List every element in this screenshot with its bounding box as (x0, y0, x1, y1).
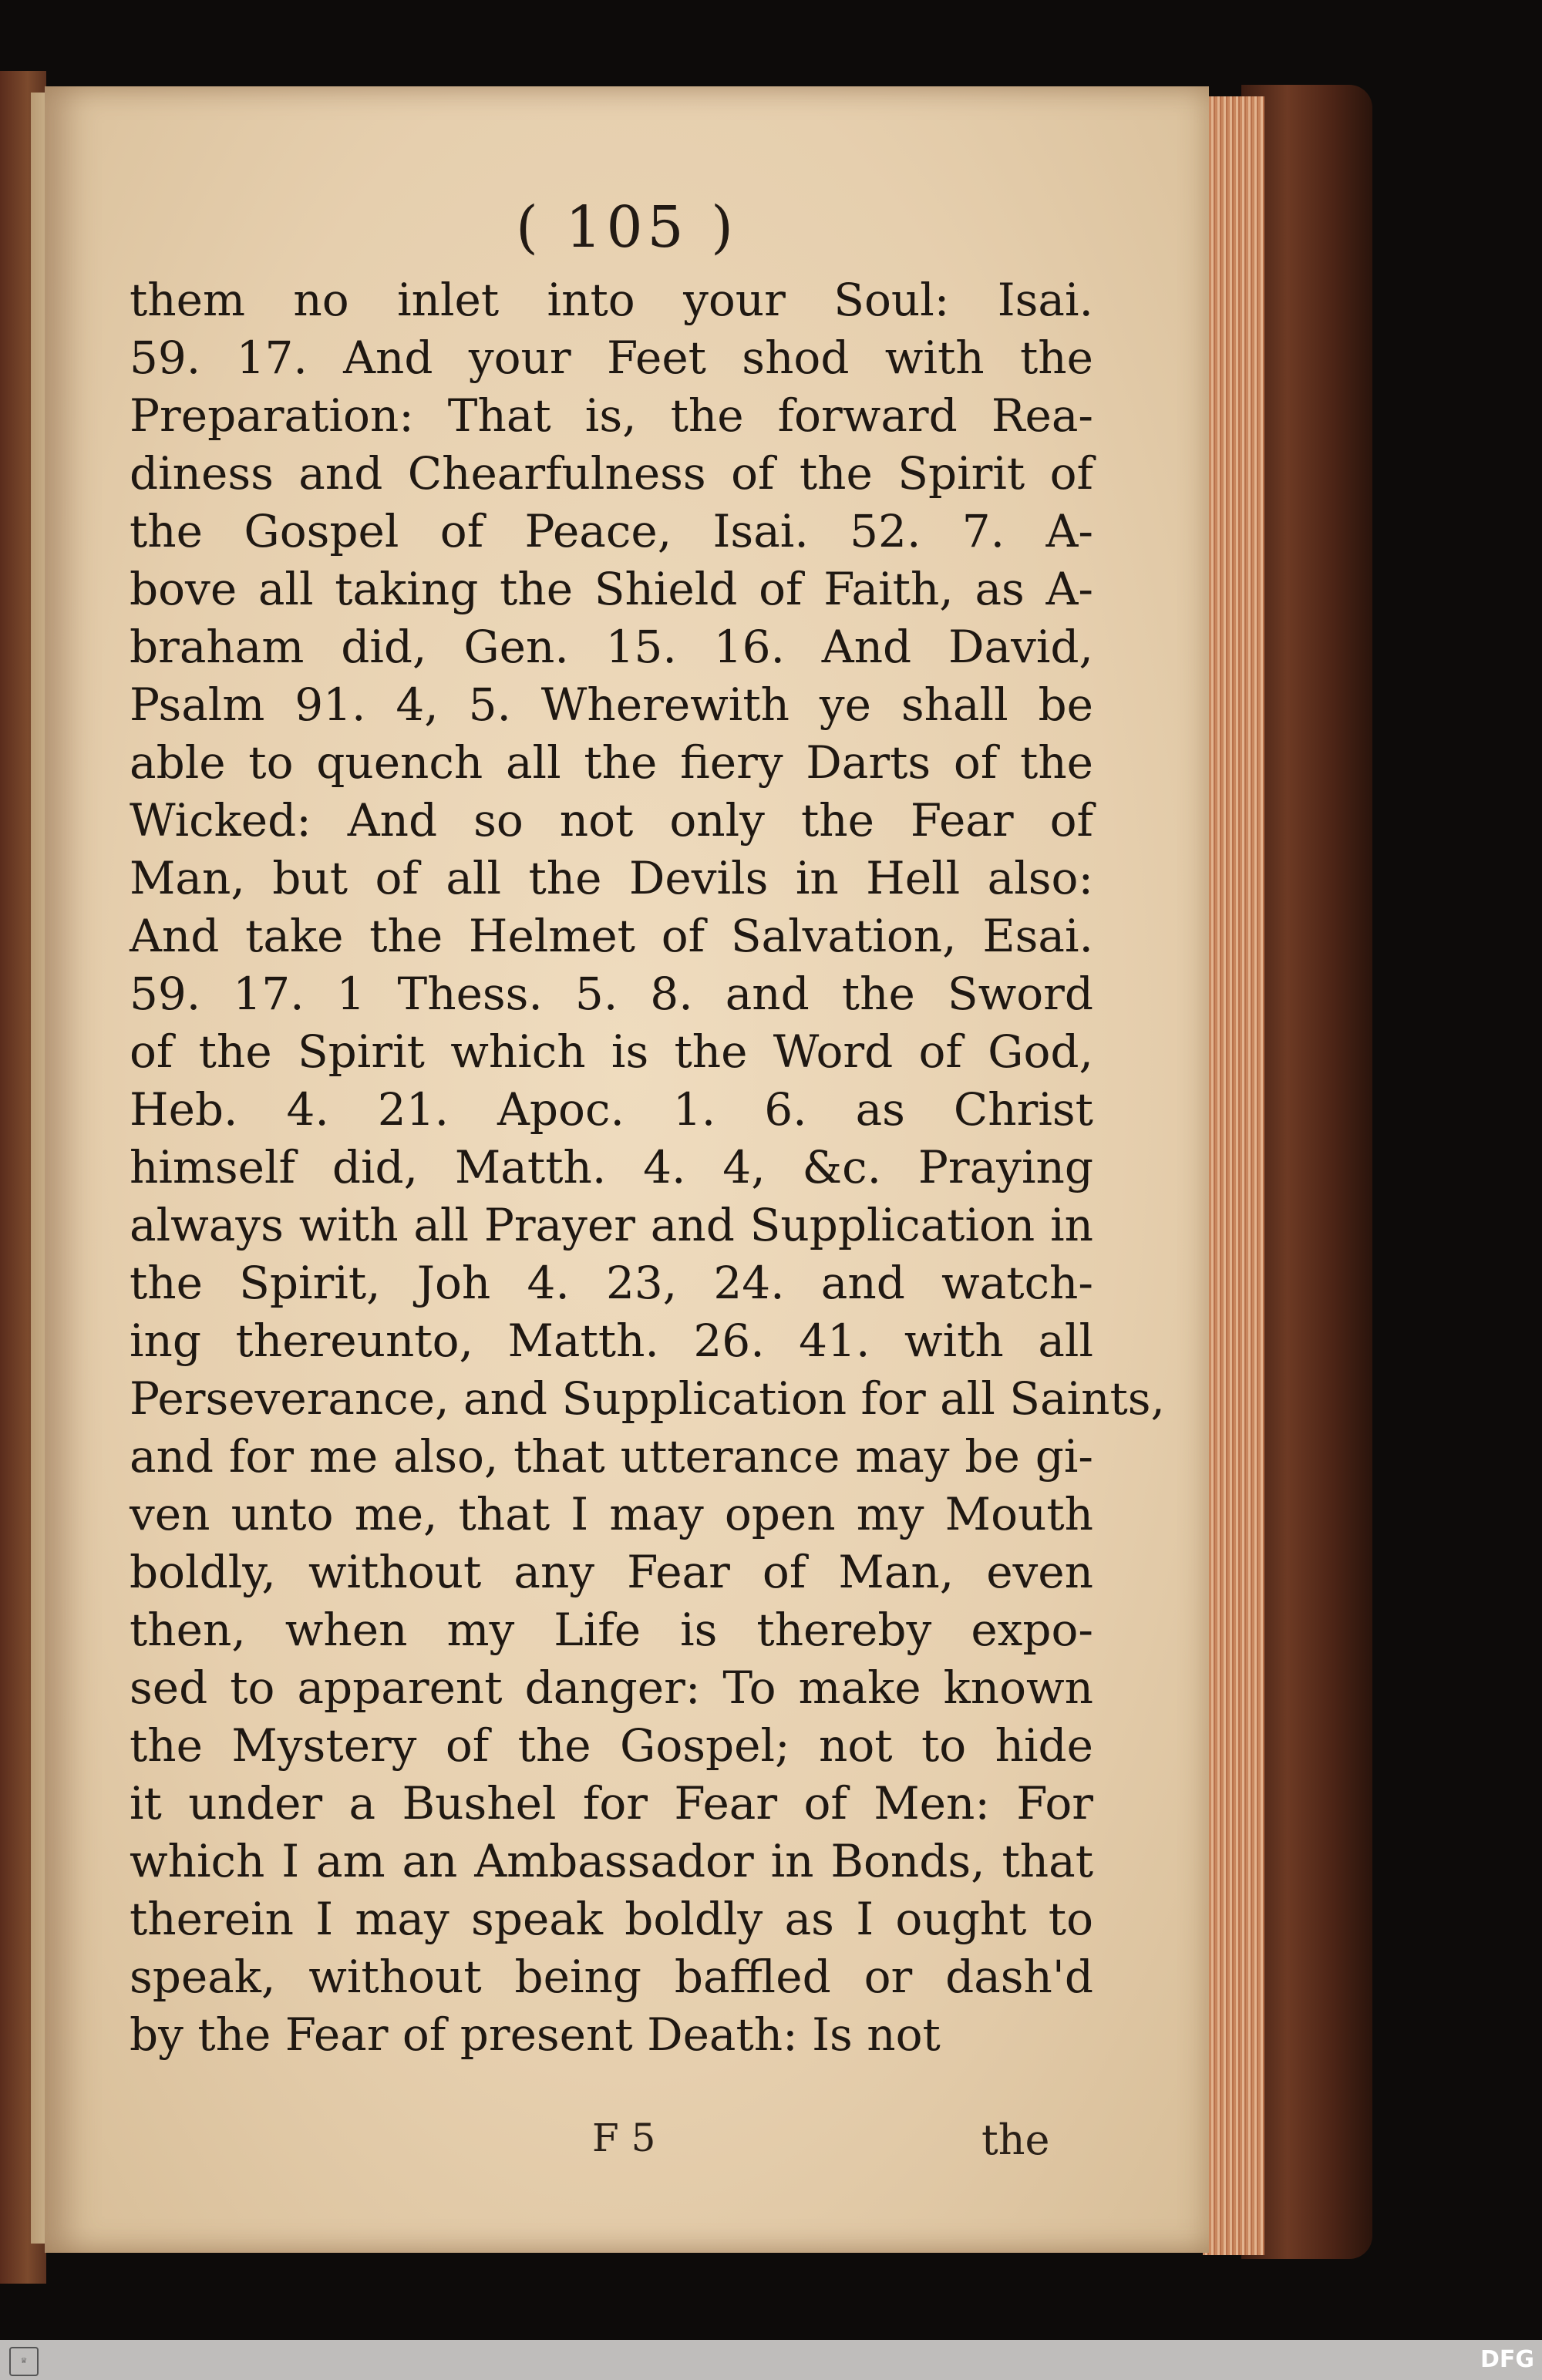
text-line: the Gospel of Peace, Isai. 52. 7. A- (130, 505, 1093, 557)
text-line: it under a Bushel for Fear of Men: For (130, 1777, 1093, 1830)
text-block (130, 271, 1165, 2064)
text-line: Wicked: And so not only the Fear of (130, 794, 1093, 847)
text-line: the Spirit, Joh 4. 23, 24. and watch- (130, 1257, 1093, 1309)
page-edges (1203, 96, 1264, 2255)
text-line: therein I may speak boldly as I ought to (130, 1893, 1093, 1945)
text-line: and for me also, that utterance may be gi- (130, 1430, 1093, 1483)
page-number: ( 105 ) (515, 194, 739, 261)
dfg-logo: DFG (1480, 2346, 1534, 2373)
text-line: sed to apparent danger: To make known (130, 1661, 1093, 1714)
text-line: boldly, without any Fear of Man, even (130, 1546, 1093, 1598)
text-line: them no inlet into your Soul: Isai. (130, 274, 1093, 326)
book-page (45, 86, 1209, 2253)
text-line: 59. 17. And your Feet shod with the (130, 332, 1093, 384)
text-line: the Mystery of the Gospel; not to hide (130, 1719, 1093, 1772)
text-line: bove all taking the Shield of Faith, as A- (130, 563, 1093, 615)
text-line: speak, without being baffled or dash'd (130, 1951, 1093, 2003)
text-line: ven unto me, that I may open my Mouth (130, 1488, 1093, 1540)
text-line: Man, but of all the Devils in Hell also: (130, 852, 1093, 904)
catchword: the (981, 2116, 1050, 2164)
text-line: And take the Helmet of Salvation, Esai. (130, 910, 1093, 962)
library-logo-icon: ♕ (9, 2347, 39, 2376)
text-line: diness and Chearfulness of the Spirit of (130, 447, 1093, 500)
text-line: Heb. 4. 21. Apoc. 1. 6. as Christ (130, 1083, 1093, 1136)
text-line: ing thereunto, Matth. 26. 41. with all (130, 1315, 1093, 1367)
text-line: by the Fear of present Death: Is not (130, 2008, 941, 2061)
text-line: which I am an Ambassador in Bonds, that (130, 1835, 1093, 1887)
text-line: able to quench all the fiery Darts of the (130, 736, 1093, 789)
signature-mark: F 5 (592, 2116, 656, 2160)
viewer-footer (0, 2340, 1542, 2380)
text-line: Preparation: That is, the forward Rea- (130, 389, 1093, 442)
text-line: himself did, Matth. 4. 4, &c. Praying (130, 1141, 1093, 1193)
text-line: then, when my Life is thereby expo- (130, 1604, 1093, 1656)
text-line: Perseverance, and Supplication for all Saints, (130, 1372, 1165, 1425)
text-line: 59. 17. 1 Thess. 5. 8. and the Sword (130, 968, 1093, 1020)
text-line: braham did, Gen. 15. 16. And David, (130, 621, 1093, 673)
text-line: of the Spirit which is the Word of God, (130, 1025, 1093, 1078)
text-line: Psalm 91. 4, 5. Wherewith ye shall be (130, 678, 1093, 731)
text-line: always with all Prayer and Supplication in (130, 1199, 1093, 1251)
